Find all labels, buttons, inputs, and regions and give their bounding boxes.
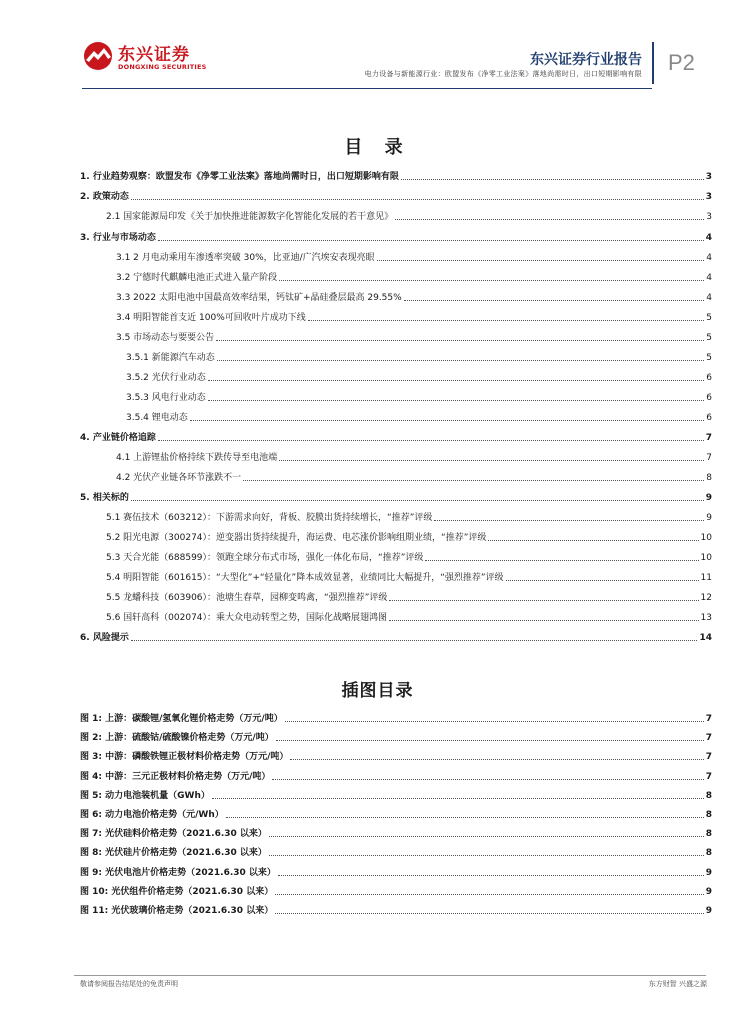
figure-entry-label: 图 4: 中游：三元正极材料价格走势（万元/吨） (80, 772, 271, 782)
dot-leader (506, 579, 699, 581)
figure-entry-page: 8 (705, 829, 712, 839)
toc-entry-page: 7 (705, 433, 712, 443)
dot-leader (216, 339, 704, 341)
dot-leader (275, 912, 704, 914)
dot-leader (488, 539, 698, 541)
figure-entry-page: 9 (705, 868, 712, 878)
toc-entry[interactable] (116, 288, 712, 304)
figure-entry[interactable] (80, 901, 712, 917)
toc-entry[interactable] (106, 207, 712, 223)
toc-entry-label: 6. 风险提示 (80, 633, 129, 643)
figure-entry[interactable] (80, 882, 712, 898)
toc-title: 目 录 (344, 137, 411, 158)
dot-leader (278, 874, 704, 876)
dot-leader (285, 720, 704, 722)
figure-entry[interactable] (80, 786, 712, 802)
toc-entry-page: 13 (700, 613, 712, 623)
dot-leader (269, 854, 704, 856)
figure-entry-label: 图 3: 中游：磷酸铁锂正极材料价格走势（万元/吨） (80, 752, 289, 762)
toc-entry[interactable] (80, 488, 712, 504)
toc-entry-label: 5. 相关标的 (80, 493, 129, 503)
toc-entry-label: 5.4 明阳智能（601615）：“大型化”+“轻量化”降本成效显著，业绩同比大幅提升，“强烈推荐”评级 (106, 573, 504, 583)
toc-entry[interactable] (116, 468, 712, 484)
figure-entry-label: 图 8: 光伏硅片价格走势（2021.6.30 以来） (80, 848, 267, 858)
dot-leader (308, 319, 705, 321)
toc-entry[interactable] (106, 528, 712, 544)
toc-entry[interactable] (126, 408, 712, 424)
toc-entry-label: 4. 产业链价格追踪 (80, 433, 156, 443)
dot-leader (425, 559, 698, 561)
logo-english-name: DONGXING SECURITIES (118, 63, 207, 71)
dot-leader (434, 519, 704, 521)
dot-leader (243, 479, 704, 481)
toc-entry-page: 5 (706, 313, 712, 323)
toc-entry-label: 3.5.3 风电行业动态 (126, 393, 206, 403)
toc-entry[interactable] (80, 167, 712, 183)
figure-entry-page: 8 (705, 791, 712, 801)
toc-entry-label: 3.3 2022 太阳电池中国最高效率结果，钙钛矿+晶硅叠层最高 29.55% (116, 293, 402, 303)
figure-list-title: 插图目录 (341, 681, 414, 701)
dot-leader (275, 893, 704, 895)
toc-entry[interactable] (116, 268, 712, 284)
toc-entry-label: 3. 行业与市场动态 (80, 233, 156, 243)
dot-leader (131, 198, 704, 200)
toc-entry-label: 3.4 明阳智能首支近 100%可回收叶片成功下线 (116, 313, 306, 323)
figure-entry-label: 图 10: 光伏组件价格走势（2021.6.30 以来） (80, 887, 274, 897)
toc-entry-page: 3 (705, 172, 712, 182)
dot-leader (279, 279, 704, 281)
footer-disclaimer: 敬请参阅报告结尾处的免责声明 (80, 980, 178, 988)
dot-leader (217, 359, 705, 361)
toc-entry-label: 5.2 阳光电源（300274）：逆变器出货持续提升，海运费、电芯涨价影响组期业绩，“推荐”评级 (106, 533, 487, 543)
figure-entry-page: 7 (705, 733, 712, 743)
toc-entry[interactable] (80, 187, 712, 203)
toc-entry-label: 4.2 光伏产业链各环节涨跌不一 (116, 473, 242, 483)
dot-leader (212, 797, 704, 799)
dot-leader (158, 439, 704, 441)
header-divider (652, 42, 654, 84)
dot-leader (226, 816, 704, 818)
toc-entry[interactable] (80, 228, 712, 244)
company-logo (82, 40, 212, 80)
toc-entry-label: 3.5.4 锂电动态 (126, 413, 188, 423)
toc-entry-label: 3.5.2 光伏行业动态 (126, 373, 206, 383)
toc-entry-label: 5.6 国轩高科（002074）：乘大众电动转型之势，国际化战略展翅鸿图 (106, 613, 388, 623)
toc-entry-page: 5 (706, 333, 712, 343)
toc-entry-page: 5 (706, 353, 712, 363)
toc-entry[interactable] (106, 548, 712, 564)
toc-entry[interactable] (106, 568, 712, 584)
figure-entry-label: 图 5: 动力电池装机量（GWh） (80, 791, 210, 801)
dot-leader (279, 459, 704, 461)
toc-entry-label: 5.5 龙蟠科技（603906）：池塘生春草，园柳变鸣禽，“强烈推荐”评级 (106, 593, 388, 603)
footer-rule (74, 975, 706, 976)
figure-entry[interactable] (80, 843, 712, 859)
figure-entry-page: 8 (705, 848, 712, 858)
toc-entry-page: 3 (706, 212, 712, 222)
figure-entry-page: 7 (705, 714, 712, 724)
toc-entry-page: 11 (700, 573, 712, 583)
toc-entry-label: 3.5 市场动态与要要公告 (116, 333, 215, 343)
toc-entry-page: 6 (706, 373, 712, 383)
dot-leader (208, 399, 705, 401)
toc-entry-page: 10 (700, 533, 712, 543)
figure-entry[interactable] (80, 709, 712, 725)
toc-entry-page: 4 (706, 293, 712, 303)
figure-entry[interactable] (80, 728, 712, 744)
figure-entry-label: 图 7: 光伏硅料价格走势（2021.6.30 以来） (80, 829, 267, 839)
toc-entry-label: 5.3 天合光能（688599）：领跑全球分布式市场，强化一体化布局，“推荐”评级 (106, 553, 424, 563)
toc-entry-label: 4.1 上游锂盐价格持续下跌传导至电池端 (116, 453, 278, 463)
header-rule (82, 88, 652, 89)
figure-entry-page: 9 (705, 887, 712, 897)
toc-entry-page: 14 (699, 633, 712, 643)
figure-entry-page: 8 (705, 810, 712, 820)
toc-entry[interactable] (80, 428, 712, 444)
figure-entry-page: 7 (705, 752, 712, 762)
toc-entry-page: 8 (706, 473, 712, 483)
toc-entry-page: 6 (706, 413, 712, 423)
toc-entry[interactable] (106, 608, 712, 624)
logo-chinese-name: 东兴证券 (118, 45, 190, 65)
page-header (0, 0, 755, 95)
dot-leader (269, 835, 704, 837)
figure-entry-page: 7 (705, 772, 712, 782)
toc-entry-label: 2. 政策动态 (80, 192, 129, 202)
toc-entry-page: 9 (706, 513, 712, 523)
toc-entry[interactable] (116, 328, 712, 344)
toc-entry-label: 3.5.1 新能源汽车动态 (126, 353, 215, 363)
toc-entry-page: 6 (706, 393, 712, 403)
dot-leader (377, 259, 705, 261)
toc-entry-page: 9 (705, 493, 712, 503)
dot-leader (404, 299, 705, 301)
toc-entry-page: 4 (705, 233, 712, 243)
toc-entry-page: 7 (706, 453, 712, 463)
toc-entry-label: 5.1 赛伍技术（603212）：下游需求向好，背板、胶膜出货持续增长，“推荐”评级 (106, 513, 433, 523)
toc-entry-page: 12 (700, 593, 712, 603)
toc-entry[interactable] (126, 368, 712, 384)
toc-entry[interactable] (80, 628, 712, 644)
figure-entry-label: 图 2: 上游：硫酸钴/硫酸镍价格走势（万元/吨） (80, 733, 274, 743)
figure-entry-label: 图 9: 光伏电池片价格走势（2021.6.30 以来） (80, 868, 276, 878)
figure-entry[interactable] (80, 747, 712, 763)
dot-leader (131, 639, 698, 641)
dot-leader (190, 419, 705, 421)
toc-entry-label: 2.1 国家能源局印发《关于加快推进能源数字化智能化发展的若干意见》 (106, 212, 394, 222)
toc-entry-label: 3.2 宁德时代麒麟电池正式进入量产阶段 (116, 273, 278, 283)
figure-entry-label: 图 1: 上游：碳酸锂/氢氧化锂价格走势（万元/吨） (80, 714, 283, 724)
toc-entry-page: 4 (706, 273, 712, 283)
dot-leader (290, 758, 703, 760)
figure-entry[interactable] (80, 767, 712, 783)
figure-entry-label: 图 11: 光伏玻璃价格走势（2021.6.30 以来） (80, 906, 274, 916)
report-type: 东兴证券行业报告 (530, 52, 642, 68)
dot-leader (401, 178, 704, 180)
dot-leader (276, 739, 704, 741)
logo-mark-icon (82, 40, 114, 72)
report-subtitle: 电力设备与新能源行业：欧盟发布《净零工业法案》落地尚需时日，出口短期影响有限 (364, 70, 642, 78)
toc-entry[interactable] (116, 308, 712, 324)
dot-leader (131, 499, 704, 501)
toc-entry-page: 4 (706, 253, 712, 263)
dot-leader (208, 379, 705, 381)
figure-entry[interactable] (80, 824, 712, 840)
page-number: P2 (668, 50, 695, 75)
toc-entry[interactable] (116, 248, 712, 264)
figure-entry[interactable] (80, 863, 712, 879)
dot-leader (272, 778, 703, 780)
toc-entry-page: 3 (705, 192, 712, 202)
dot-leader (389, 619, 699, 621)
footer-slogan: 东方财智 兴盛之源 (648, 980, 707, 988)
toc-entry-label: 3.1 2 月电动乘用车渗透率突破 30%，比亚迪/广汽埃安表现亮眼 (116, 253, 375, 263)
figure-entry[interactable] (80, 805, 712, 821)
toc-entry[interactable] (106, 508, 712, 524)
toc-entry[interactable] (126, 388, 712, 404)
toc-entry[interactable] (116, 448, 712, 464)
toc-entry-page: 10 (700, 553, 712, 563)
toc-entry-label: 1. 行业趋势观察：欧盟发布《净零工业法案》落地尚需时日，出口短期影响有限 (80, 172, 399, 182)
dot-leader (389, 599, 698, 601)
toc-entry[interactable] (126, 348, 712, 364)
dot-leader (395, 218, 704, 220)
figure-entry-page: 9 (705, 906, 712, 916)
figure-entry-label: 图 6: 动力电池价格走势（元/Wh） (80, 810, 224, 820)
toc-entry[interactable] (106, 588, 712, 604)
dot-leader (158, 239, 704, 241)
